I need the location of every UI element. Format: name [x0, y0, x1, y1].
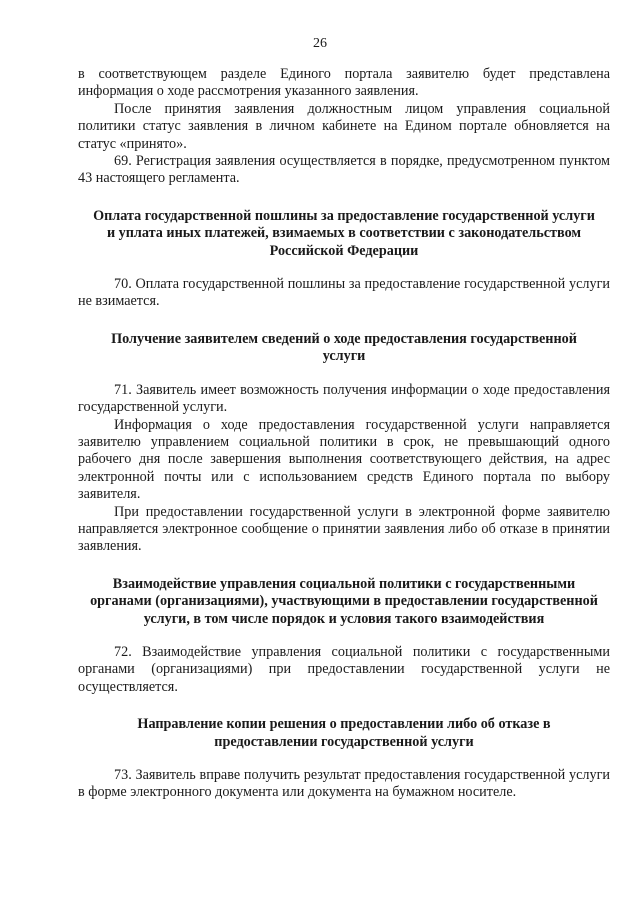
paragraph-73-result: 73. Заявитель вправе получить результат предоставления государственной услуги в форме электронного документа или документа на бумажном носителе. — [78, 767, 610, 801]
paragraph-status-accepted: После принятия заявления должностным лицом управления социальной политики статус заявления в личном кабинете на Едином портале обновляется на статус «принято». — [78, 100, 610, 152]
document-body — [78, 66, 610, 802]
paragraph-progress-notification: Информация о ходе предоставления государственной услуги направляется заявителю управлением социальной политики в срок, не превышающий одного рабочего дня после завершения выполнения соответствующего действия, на адрес электронной почты или с использованием средств Единого портала по выбору заявителя. — [78, 416, 610, 503]
paragraph-70-fee: 70. Оплата государственной пошлины за предоставление государственной услуги не взимается. — [78, 276, 610, 310]
heading-progress-info: Получение заявителем сведений о ходе предоставления государственной услуги — [111, 330, 577, 365]
paragraph-71-progress: 71. Заявитель имеет возможность получения информации о ходе предоставления государственной услуги. — [78, 381, 610, 416]
paragraph-portal-info: в соответствующем разделе Единого портала заявителю будет представлена информация о ходе рассмотрения указанного заявления. — [78, 66, 610, 100]
heading-interaction: Взаимодействие управления социальной политики с государственными органами (организациями), участвующими в предоставлении государственной услуги, в том числе порядок и условия такого взаимодействия — [90, 575, 598, 627]
heading-state-fee: Оплата государственной пошлины за предоставление государственной услуги и уплата иных платежей, взимаемых в соответствии с законодательством Российской Федерации — [93, 207, 595, 259]
paragraph-72-interaction: 72. Взаимодействие управления социальной политики с государственными органами (организациями) при предоставлении государственной услуги не осуществляется. — [78, 643, 610, 695]
paragraph-69-registration: 69. Регистрация заявления осуществляется в порядке, предусмотренном пунктом 43 настоящего регламента. — [78, 153, 610, 187]
heading-decision-copy: Направление копии решения о предоставлении либо об отказе в предоставлении государственной услуги — [137, 716, 551, 750]
page-number: 26 — [313, 36, 327, 51]
paragraph-electronic-message: При предоставлении государственной услуги в электронной форме заявителю направляется электронное сообщение о принятии заявления либо об отказе в принятии заявления. — [78, 503, 610, 555]
